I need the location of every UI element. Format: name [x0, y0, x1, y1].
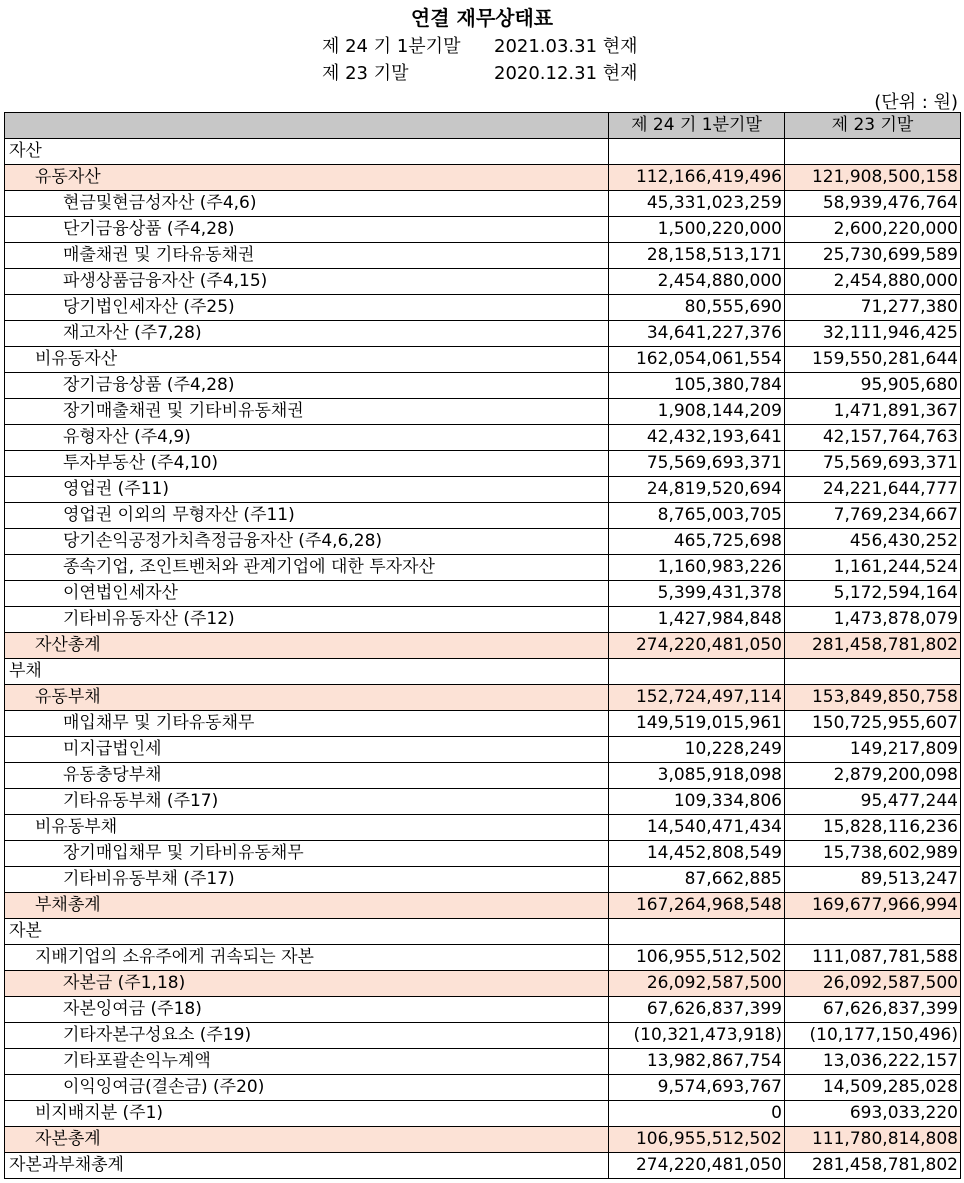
period-prior-label: 제 23 기말 [322, 63, 409, 84]
prior-period-value: 153,849,850,758 [785, 685, 961, 711]
row-label: 당기법인세자산 (주25) [5, 295, 609, 321]
prior-period-value: (10,177,150,496) [785, 1023, 961, 1049]
current-period-value: 106,955,512,502 [609, 1127, 785, 1153]
prior-period-value: 693,033,220 [785, 1101, 961, 1127]
current-period-value: 9,574,693,767 [609, 1075, 785, 1101]
table-row [5, 555, 961, 581]
row-label: 매출채권 및 기타유동채권 [5, 243, 609, 269]
table-row [5, 1153, 961, 1179]
table-row [5, 347, 961, 373]
current-period-value: 45,331,023,259 [609, 191, 785, 217]
table-row [5, 295, 961, 321]
current-period-value: 1,500,220,000 [609, 217, 785, 243]
current-period-value: 10,228,249 [609, 737, 785, 763]
table-row [5, 217, 961, 243]
row-label: 기타포괄손익누계액 [5, 1049, 609, 1075]
row-label: 종속기업, 조인트벤처와 관계기업에 대한 투자자산 [5, 555, 609, 581]
row-label: 영업권 이외의 무형자산 (주11) [5, 503, 609, 529]
row-label: 비유동부채 [5, 815, 609, 841]
table-row [5, 373, 961, 399]
row-label: 비유동자산 [5, 347, 609, 373]
prior-period-value: 13,036,222,157 [785, 1049, 961, 1075]
row-label: 미지급법인세 [5, 737, 609, 763]
row-label: 부채총계 [5, 893, 609, 919]
current-period-value: 2,454,880,000 [609, 269, 785, 295]
current-period-value: 1,160,983,226 [609, 555, 785, 581]
prior-period-value: 15,828,116,236 [785, 815, 961, 841]
table-row [5, 321, 961, 347]
prior-period-value: 15,738,602,989 [785, 841, 961, 867]
row-label: 파생상품금융자산 (주4,15) [5, 269, 609, 295]
row-label: 장기금융상품 (주4,28) [5, 373, 609, 399]
table-row [5, 1101, 961, 1127]
row-label: 기타자본구성요소 (주19) [5, 1023, 609, 1049]
row-label: 당기손익공정가치측정금융자산 (주4,6,28) [5, 529, 609, 555]
prior-period-value [785, 919, 961, 945]
row-label: 자본총계 [5, 1127, 609, 1153]
prior-period-value [785, 139, 961, 165]
current-period-value: 274,220,481,050 [609, 1153, 785, 1179]
table-row [5, 1127, 961, 1153]
table-row [5, 191, 961, 217]
table-row [5, 633, 961, 659]
table-header-row [5, 113, 961, 139]
prior-period-value: 24,221,644,777 [785, 477, 961, 503]
current-period-value: 1,427,984,848 [609, 607, 785, 633]
table-row [5, 711, 961, 737]
prior-period-value: 456,430,252 [785, 529, 961, 555]
prior-period-value: 26,092,587,500 [785, 971, 961, 997]
row-label: 부채 [5, 659, 609, 685]
prior-period-value: 7,769,234,667 [785, 503, 961, 529]
header-prior-period: 제 23 기말 [785, 113, 961, 139]
current-period-value: 105,380,784 [609, 373, 785, 399]
prior-period-value: 32,111,946,425 [785, 321, 961, 347]
period-prior-date: 2020.12.31 현재 [494, 63, 638, 84]
table-row [5, 919, 961, 945]
balance-sheet-table [4, 112, 961, 1179]
current-period-value: 87,662,885 [609, 867, 785, 893]
current-period-value: 14,452,808,549 [609, 841, 785, 867]
current-period-value: 3,085,918,098 [609, 763, 785, 789]
current-period-value: 106,955,512,502 [609, 945, 785, 971]
current-period-value: 14,540,471,434 [609, 815, 785, 841]
row-label: 유동자산 [5, 165, 609, 191]
table-row [5, 503, 961, 529]
current-period-value: 26,092,587,500 [609, 971, 785, 997]
row-label: 유동부채 [5, 685, 609, 711]
table-row [5, 867, 961, 893]
table-row [5, 607, 961, 633]
current-period-value: 5,399,431,378 [609, 581, 785, 607]
prior-period-value: 121,908,500,158 [785, 165, 961, 191]
table-row [5, 841, 961, 867]
current-period-value: 24,819,520,694 [609, 477, 785, 503]
current-period-value: (10,321,473,918) [609, 1023, 785, 1049]
table-row [5, 1049, 961, 1075]
current-period-value: 8,765,003,705 [609, 503, 785, 529]
prior-period-value: 1,471,891,367 [785, 399, 961, 425]
table-row [5, 789, 961, 815]
current-period-value: 167,264,968,548 [609, 893, 785, 919]
current-period-value: 109,334,806 [609, 789, 785, 815]
table-row [5, 399, 961, 425]
row-label: 자본 [5, 919, 609, 945]
table-row [5, 451, 961, 477]
table-row [5, 581, 961, 607]
prior-period-value: 159,550,281,644 [785, 347, 961, 373]
prior-period-value: 75,569,693,371 [785, 451, 961, 477]
table-row [5, 529, 961, 555]
row-label: 유형자산 (주4,9) [5, 425, 609, 451]
current-period-value: 34,641,227,376 [609, 321, 785, 347]
row-label: 매입채무 및 기타유동채무 [5, 711, 609, 737]
row-label: 투자부동산 (주4,10) [5, 451, 609, 477]
prior-period-value: 111,087,781,588 [785, 945, 961, 971]
period-current-date: 2021.03.31 현재 [494, 36, 638, 57]
table-row [5, 1075, 961, 1101]
row-label: 자본과부채총계 [5, 1153, 609, 1179]
row-label: 자본잉여금 (주18) [5, 997, 609, 1023]
prior-period-value: 67,626,837,399 [785, 997, 961, 1023]
table-body [5, 139, 961, 1179]
current-period-value: 13,982,867,754 [609, 1049, 785, 1075]
row-label: 재고자산 (주7,28) [5, 321, 609, 347]
current-period-value: 28,158,513,171 [609, 243, 785, 269]
prior-period-value: 58,939,476,764 [785, 191, 961, 217]
prior-period-value: 2,600,220,000 [785, 217, 961, 243]
prior-period-value: 14,509,285,028 [785, 1075, 961, 1101]
table-row [5, 1023, 961, 1049]
table-row [5, 997, 961, 1023]
current-period-value: 67,626,837,399 [609, 997, 785, 1023]
prior-period-value: 281,458,781,802 [785, 633, 961, 659]
current-period-value: 274,220,481,050 [609, 633, 785, 659]
prior-period-value: 1,161,244,524 [785, 555, 961, 581]
current-period-value: 75,569,693,371 [609, 451, 785, 477]
row-label: 자산 [5, 139, 609, 165]
table-row [5, 945, 961, 971]
prior-period-value: 25,730,699,589 [785, 243, 961, 269]
row-label: 기타비유동부채 (주17) [5, 867, 609, 893]
row-label: 비지배지분 (주1) [5, 1101, 609, 1127]
table-row [5, 763, 961, 789]
row-label: 영업권 (주11) [5, 477, 609, 503]
prior-period-value [785, 659, 961, 685]
current-period-value: 149,519,015,961 [609, 711, 785, 737]
prior-period-value: 149,217,809 [785, 737, 961, 763]
table-row [5, 893, 961, 919]
row-label: 기타유동부채 (주17) [5, 789, 609, 815]
current-period-value: 80,555,690 [609, 295, 785, 321]
page-title: 연결 재무상태표 [410, 6, 554, 30]
prior-period-value: 1,473,878,079 [785, 607, 961, 633]
prior-period-value: 2,454,880,000 [785, 269, 961, 295]
current-period-value: 42,432,193,641 [609, 425, 785, 451]
row-label: 현금및현금성자산 (주4,6) [5, 191, 609, 217]
row-label: 유동충당부채 [5, 763, 609, 789]
row-label: 자본금 (주1,18) [5, 971, 609, 997]
row-label: 기타비유동자산 (주12) [5, 607, 609, 633]
table-row [5, 165, 961, 191]
table-row [5, 737, 961, 763]
current-period-value: 1,908,144,209 [609, 399, 785, 425]
current-period-value [609, 659, 785, 685]
table-row [5, 815, 961, 841]
row-label: 단기금융상품 (주4,28) [5, 217, 609, 243]
table-row [5, 685, 961, 711]
table-row [5, 659, 961, 685]
prior-period-value: 71,277,380 [785, 295, 961, 321]
row-label: 지배기업의 소유주에게 귀속되는 자본 [5, 945, 609, 971]
prior-period-value: 150,725,955,607 [785, 711, 961, 737]
header-label-column [5, 113, 609, 139]
row-label: 장기매입채무 및 기타비유동채무 [5, 841, 609, 867]
row-label: 장기매출채권 및 기타비유동채권 [5, 399, 609, 425]
prior-period-value: 95,905,680 [785, 373, 961, 399]
table-row [5, 971, 961, 997]
table-row [5, 269, 961, 295]
row-label: 이연법인세자산 [5, 581, 609, 607]
current-period-value: 465,725,698 [609, 529, 785, 555]
current-period-value [609, 139, 785, 165]
prior-period-value: 169,677,966,994 [785, 893, 961, 919]
current-period-value: 112,166,419,496 [609, 165, 785, 191]
table-row [5, 477, 961, 503]
current-period-value: 152,724,497,114 [609, 685, 785, 711]
prior-period-value: 95,477,244 [785, 789, 961, 815]
prior-period-value: 111,780,814,808 [785, 1127, 961, 1153]
table-row [5, 425, 961, 451]
current-period-value [609, 919, 785, 945]
prior-period-value: 42,157,764,763 [785, 425, 961, 451]
prior-period-value: 2,879,200,098 [785, 763, 961, 789]
prior-period-value: 5,172,594,164 [785, 581, 961, 607]
table-row [5, 139, 961, 165]
current-period-value: 162,054,061,554 [609, 347, 785, 373]
prior-period-value: 281,458,781,802 [785, 1153, 961, 1179]
row-label: 이익잉여금(결손금) (주20) [5, 1075, 609, 1101]
table-row [5, 243, 961, 269]
header-current-period: 제 24 기 1분기말 [609, 113, 785, 139]
unit-label: (단위 : 원) [874, 92, 958, 113]
current-period-value: 0 [609, 1101, 785, 1127]
period-current-label: 제 24 기 1분기말 [322, 36, 461, 57]
row-label: 자산총계 [5, 633, 609, 659]
prior-period-value: 89,513,247 [785, 867, 961, 893]
